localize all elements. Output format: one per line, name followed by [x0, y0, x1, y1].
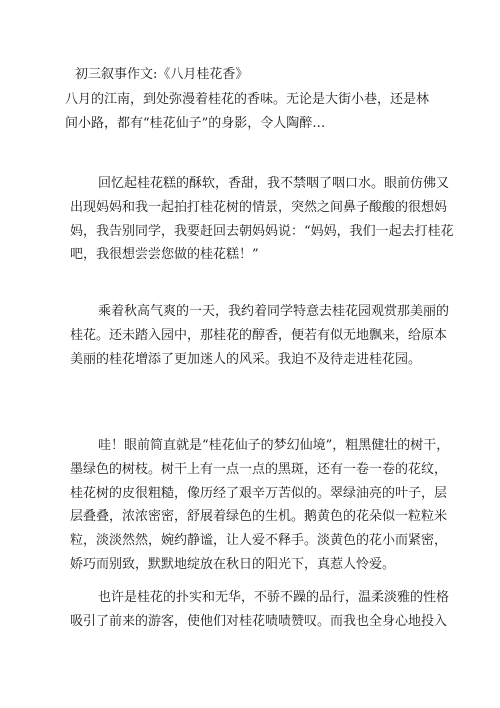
- paragraph-line: 间小路，都有“桂花仙子”的身影，令人陶醉…: [65, 115, 326, 131]
- paragraph-line: 也许是桂花的扑实和无华，不骄不躁的品行，温柔淡雅的性格: [98, 590, 450, 605]
- paragraph-3: [70, 300, 450, 371]
- paragraph-line: 层叠叠，浓浓密密，舒展着绿色的生机。鹅黄色的花朵似一粒粒米: [70, 509, 448, 525]
- paragraph-line: 妈，我告别同学，我要赶回去朝妈妈说：“妈妈，我们一起去打桂花: [70, 223, 454, 239]
- paragraph-line: 美丽的桂花增添了更加迷人的风采。我迫不及待走进桂花园。: [70, 351, 422, 367]
- paragraph-line: 桂花树的皮很粗糙，像历经了艰辛万苦似的。翠绿油亮的叶子，层: [70, 485, 448, 501]
- paragraph-line: 哇！眼前简直就是“桂花仙子的梦幻仙境”，粗黑健壮的树干，: [98, 438, 450, 453]
- paragraph-line: 桂花。还未踏入园中，那桂花的醇香，便若有似无地飘来，给原本: [70, 327, 448, 343]
- paragraph-4: [70, 434, 450, 577]
- paragraph-line: 出现妈妈和我一起拍打桂花树的情景，突然之间鼻子酸酸的很想妈: [70, 199, 448, 215]
- paragraph-line: 吧，我很想尝尝您做的桂花糕！”: [70, 247, 259, 263]
- paragraph-line: 回忆起桂花糕的酥软，香甜，我不禁咽了咽口水。眼前仿佛又: [98, 176, 450, 191]
- essay-title: 初三叙事作文:《八月桂花香》: [75, 67, 249, 82]
- paragraph-line: 娇巧而别致，默默地绽放在秋日的阳光下，真惹人怜爱。: [70, 556, 396, 572]
- paragraph-5: [70, 586, 450, 634]
- paragraph-line: 乘着秋高气爽的一天，我约着同学特意去桂花园观赏那美丽的: [98, 304, 450, 319]
- paragraph-line: 墨绿色的树枝。树干上有一点一点的黑斑，还有一卷一卷的花纹，: [70, 461, 448, 477]
- paragraph-1: [65, 88, 430, 136]
- paragraph-line: 八月的江南，到处弥漫着桂花的香味。无论是大街小巷，还是林: [65, 92, 430, 107]
- paragraph-2: [70, 172, 454, 267]
- paragraph-line: 吸引了前来的游客，使他们对桂花啧啧赞叹。而我也全身心地投入: [70, 613, 448, 629]
- paragraph-line: 粒，淡淡然然，婉约静谧，让人爱不释手。淡黄色的花小而紧密，: [70, 533, 448, 549]
